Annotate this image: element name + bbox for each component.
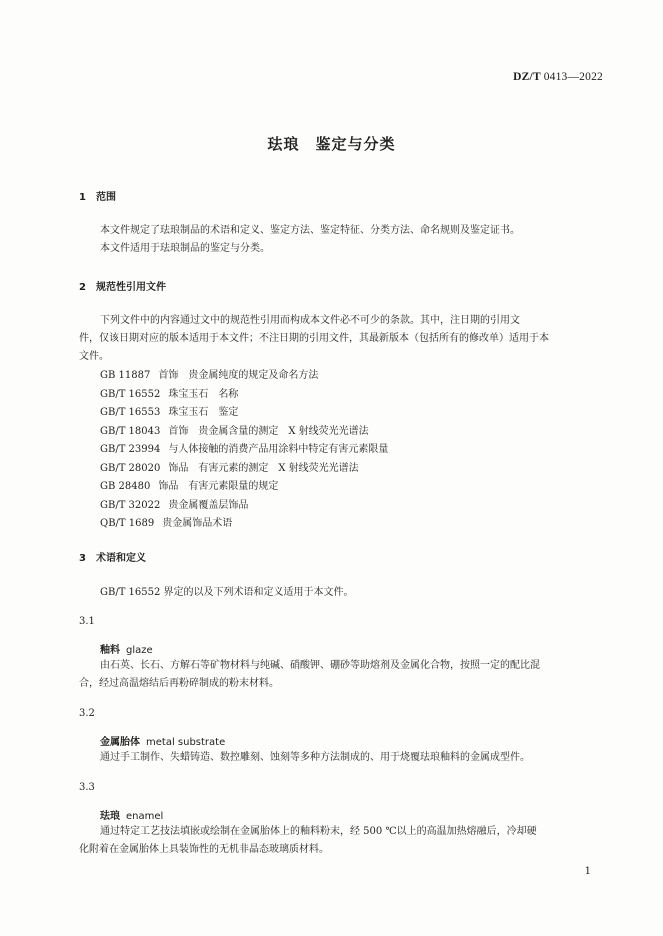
term-definition-line: 通过手工制作、失蜡铸造、数控雕刻、蚀刻等多种方法制成的、用于烧覆珐琅釉料的金属成型件。 bbox=[100, 752, 530, 763]
term-heading bbox=[100, 641, 153, 656]
reference-item bbox=[100, 367, 388, 386]
reference-item bbox=[100, 404, 388, 423]
normative-reference-list bbox=[100, 367, 388, 534]
term-heading bbox=[100, 733, 225, 748]
reference-code: GB 28480 bbox=[100, 481, 151, 492]
reference-item bbox=[100, 497, 388, 516]
reference-code: GB/T 18043 bbox=[100, 425, 161, 437]
standard-number: 0413—2022 bbox=[543, 71, 603, 83]
reference-title: 饰品 有害元素限量的规定 bbox=[158, 481, 279, 492]
term-number: 3.1 bbox=[79, 616, 95, 627]
term-definition-line: 由石英、长石、方解石等矿物材料与纯碱、硝酸钾、硼砂等助熔剂及金属化合物，按照一定的配比混 bbox=[100, 660, 540, 671]
reference-code: GB/T 16552 bbox=[100, 388, 161, 400]
term-zh: 珐琅 bbox=[100, 811, 120, 822]
reference-title: 首饰 贵金属含量的测定 X 射线荧光光谱法 bbox=[168, 425, 369, 437]
section-2-intro-line-1: 下列文件中的内容通过文中的规范性引用而构成本文件必不可少的条款。其中，注日期的引用文 bbox=[100, 315, 520, 326]
term-en: glaze bbox=[126, 645, 153, 656]
term-en: enamel bbox=[126, 811, 164, 822]
reference-item bbox=[100, 478, 388, 497]
reference-title: 贵金属覆盖层饰品 bbox=[168, 499, 249, 511]
reference-item bbox=[100, 386, 388, 405]
page-number: 1 bbox=[584, 866, 591, 877]
reference-code: GB/T 16553 bbox=[100, 407, 161, 418]
section-2-heading: 2 规范性引用文件 bbox=[79, 282, 166, 293]
section-3-heading: 3 术语和定义 bbox=[79, 553, 146, 564]
reference-code: GB/T 23994 bbox=[100, 444, 161, 455]
reference-item bbox=[100, 423, 388, 442]
section-2-intro-line-3: 文件。 bbox=[79, 351, 109, 362]
document-title: 珐琅 鉴定与分类 bbox=[267, 135, 396, 153]
section-2-intro-line-2: 件，仅该日期对应的版本适用于本文件；不注日期的引用文件，其最新版本（包括所有的修改单）适用于本 bbox=[79, 333, 549, 344]
reference-title: 珠宝玉石 名称 bbox=[168, 388, 239, 400]
reference-item bbox=[100, 460, 388, 479]
reference-title: 贵金属饰品术语 bbox=[162, 518, 233, 529]
section-3-intro: GB/T 16552 界定的以及下列术语和定义适用于本文件。 bbox=[100, 587, 354, 598]
reference-code: GB/T 28020 bbox=[100, 462, 161, 474]
section-1-heading: 1 范围 bbox=[79, 192, 116, 203]
reference-item bbox=[100, 441, 388, 460]
section-1-para-2: 本文件适用于珐琅制品的鉴定与分类。 bbox=[100, 243, 270, 254]
reference-item bbox=[100, 515, 388, 534]
term-zh: 金属胎体 bbox=[100, 737, 140, 748]
term-number: 3.3 bbox=[79, 782, 95, 793]
standard-prefix: DZ/T bbox=[513, 71, 541, 83]
term-definition-line: 通过特定工艺技法填嵌或绘制在金属胎体上的釉料粉末，经 500 ℃以上的高温加热熔融后，冷却硬 bbox=[100, 826, 537, 837]
term-heading bbox=[100, 807, 163, 822]
term-number: 3.2 bbox=[79, 708, 95, 719]
reference-code: GB 11887 bbox=[100, 370, 151, 381]
term-definition-line: 化附着在金属胎体上具装饰性的无机非晶态玻璃质材料。 bbox=[79, 844, 329, 855]
reference-title: 饰品 有害元素的测定 X 射线荧光光谱法 bbox=[168, 462, 359, 474]
standard-code bbox=[513, 71, 603, 83]
term-definition-line: 合，经过高温熔结后再粉碎制成的粉末材料。 bbox=[79, 678, 279, 689]
section-1-para-1: 本文件规定了珐琅制品的术语和定义、鉴定方法、鉴定特征、分类方法、命名规则及鉴定证书。 bbox=[100, 225, 520, 236]
reference-title: 与人体接触的消费产品用涂料中特定有害元素限量 bbox=[168, 444, 389, 455]
term-en: metal substrate bbox=[146, 737, 226, 748]
reference-code: GB/T 32022 bbox=[100, 499, 161, 511]
reference-code: QB/T 1689 bbox=[100, 518, 155, 529]
reference-title: 首饰 贵金属纯度的规定及命名方法 bbox=[158, 370, 319, 381]
reference-title: 珠宝玉石 鉴定 bbox=[168, 407, 239, 418]
term-zh: 釉料 bbox=[100, 645, 120, 656]
